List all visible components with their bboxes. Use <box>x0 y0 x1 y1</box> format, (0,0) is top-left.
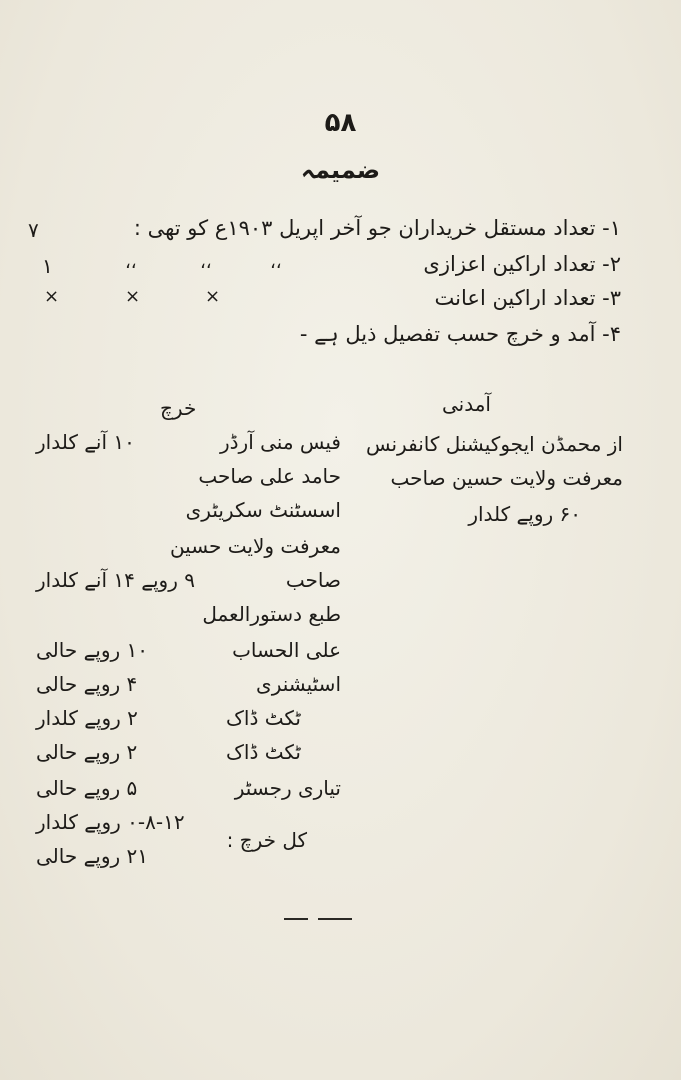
income-heading: آمدنی <box>441 392 491 416</box>
item-text: تعداد اراکین اعانت <box>434 286 596 310</box>
item-2 <box>423 252 621 276</box>
cross-mark: × <box>205 286 221 307</box>
expense-amount: ۱۰ آنے کلدار <box>36 430 135 454</box>
expense-amount: ۴ روپے حالی <box>36 672 138 696</box>
item-text: تعداد مستقل خریداران جو آخر اپریل ۱۹۰۳ع کو تھی : <box>133 216 596 240</box>
expense-label: ٹکٹ ڈاک <box>226 740 301 764</box>
expense-heading: خرچ <box>160 396 197 420</box>
total-amount: ۲۱ روپے حالی <box>36 844 149 868</box>
page-number: ۵۸ <box>324 108 357 138</box>
ditto-mark: ،، <box>200 252 212 273</box>
expense-label: صاحب <box>285 568 341 592</box>
expense-amount: ۵ روپے حالی <box>36 776 138 800</box>
item-2-value: ۱ <box>42 254 53 278</box>
total-label: کل خرچ : <box>226 828 307 852</box>
end-rule <box>284 918 308 920</box>
ditto-mark: ،، <box>125 252 137 273</box>
item-number: ۲- <box>602 252 621 276</box>
expense-label: اسسٹنٹ سکریٹری <box>185 498 341 522</box>
expense-label: طبع دستورالعمل <box>202 602 341 626</box>
expense-amount: ۱۰ روپے حالی <box>36 638 149 662</box>
expense-label: حامد علی صاحب <box>198 464 341 488</box>
item-number: ۳- <box>602 286 621 310</box>
item-text: تعداد اراکین اعزازی <box>423 252 596 276</box>
item-1-value: ۷ <box>28 218 39 242</box>
expense-label: علی الحساب <box>232 638 341 662</box>
ditto-mark: ،، <box>270 252 282 273</box>
income-line: از محمڈن ایجوکیشنل کانفرنس <box>365 432 623 456</box>
item-number: ۴- <box>602 322 621 346</box>
item-1 <box>134 216 621 240</box>
expense-amount: ۲ روپے کلدار <box>36 706 138 730</box>
item-4 <box>300 322 621 346</box>
income-line: معرفت ولایت حسین صاحب <box>390 466 623 490</box>
expense-amount: ۹ روپے ۱۴ آنے کلدار <box>36 568 195 592</box>
expense-amount: ۲ روپے حالی <box>36 740 138 764</box>
item-3 <box>435 286 621 310</box>
cross-mark: × <box>44 286 60 307</box>
income-line: ۶۰ روپے کلدار <box>468 502 581 526</box>
total-amount: ۰-۸-۱۲ روپے کلدار <box>36 810 185 834</box>
expense-label: معرفت ولایت حسین <box>169 534 341 558</box>
cross-mark: × <box>125 286 141 307</box>
expense-label: ٹکٹ ڈاک <box>226 706 301 730</box>
item-number: ۱- <box>602 216 621 240</box>
end-rule <box>318 918 352 920</box>
expense-label: فیس منی آرڈر <box>219 430 341 454</box>
expense-label: اسٹیشنری <box>256 672 341 696</box>
page-title: ضمیمہ <box>300 156 381 184</box>
item-text: آمد و خرچ حسب تفصیل ذیل ہے - <box>299 322 596 346</box>
expense-label: تیاری رجسٹر <box>234 776 341 800</box>
